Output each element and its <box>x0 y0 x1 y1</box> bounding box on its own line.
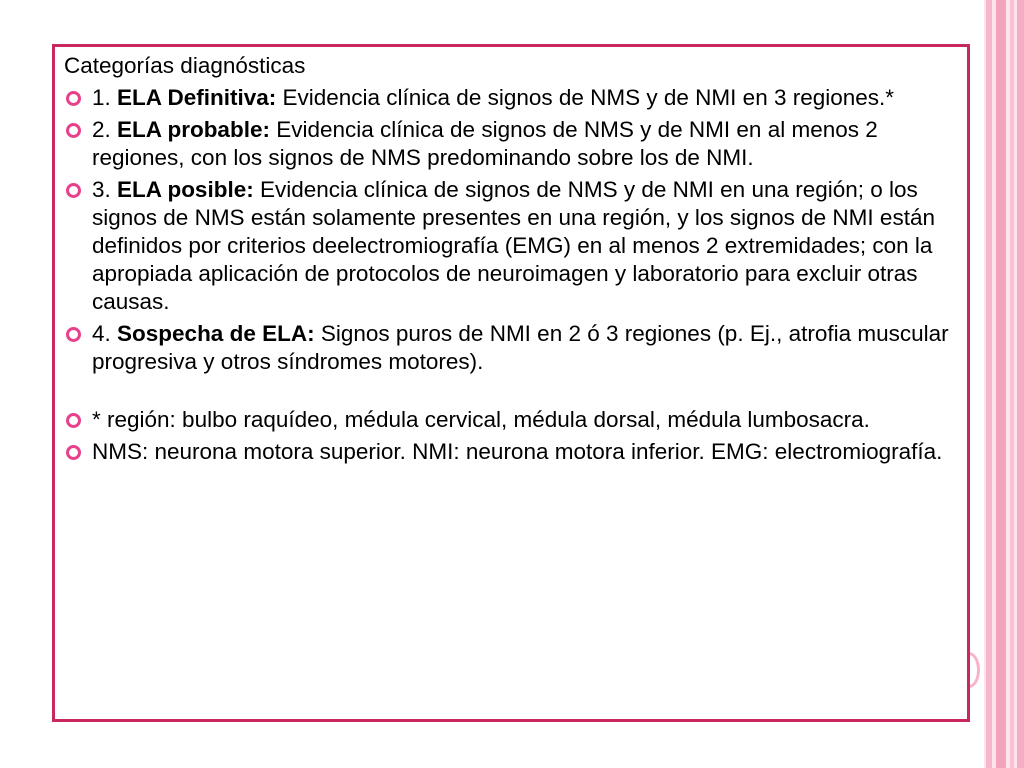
item-number: 4. <box>92 321 118 346</box>
circle-bullet-icon <box>66 327 81 342</box>
circle-bullet-icon <box>66 123 81 138</box>
slide-heading: Categorías diagnósticas <box>64 53 306 78</box>
item-text: Signos puros de NMI en 2 ó 3 regiones (p. Ej., atrofia muscular progresiva y otros síndromes motores). <box>92 321 949 374</box>
item-term: ELA Definitiva: <box>117 85 277 110</box>
circle-bullet-icon <box>66 183 81 198</box>
circle-bullet-icon <box>66 445 81 460</box>
item-number: 2. <box>92 117 118 142</box>
item-term: ELA probable: <box>117 117 270 142</box>
list-item <box>62 320 952 376</box>
list-item <box>62 176 952 316</box>
item-text: Evidencia clínica de signos de NMS y de NMI en una región; o los signos de NMS están solamente presentes en una región, y los signos de NMI están definidos por criterios deelectromiografía (EMG) en al menos 2 extremidades; con la apropiada aplicación de protocolos de neuroimagen y laboratorio para excluir otras causas. <box>92 177 935 314</box>
circle-bullet-icon <box>66 91 81 106</box>
criteria-list <box>62 84 952 466</box>
item-number: 3. <box>92 177 118 202</box>
item-text: Evidencia clínica de signos de NMS y de NMI en al menos 2 regiones, con los signos de NMS predominando sobre los de NMI. <box>92 117 878 170</box>
item-term: ELA posible: <box>117 177 254 202</box>
item-term: Sospecha de ELA: <box>117 321 315 346</box>
slide-body <box>62 52 952 470</box>
footnote-item <box>62 406 952 434</box>
item-text: Evidencia clínica de signos de NMS y de NMI en 3 regiones.* <box>276 85 895 110</box>
decorative-side-stripes <box>984 0 1024 768</box>
abbreviations-item <box>62 438 952 466</box>
item-number: 1. <box>92 85 118 110</box>
circle-bullet-icon <box>66 413 81 428</box>
abbreviations-text: NMS: neurona motora superior. NMI: neurona motora inferior. EMG: electromiografía. <box>92 439 943 464</box>
footnote-text: * región: bulbo raquídeo, médula cervical, médula dorsal, médula lumbosacra. <box>92 407 870 432</box>
list-item <box>62 84 952 112</box>
list-item <box>62 116 952 172</box>
